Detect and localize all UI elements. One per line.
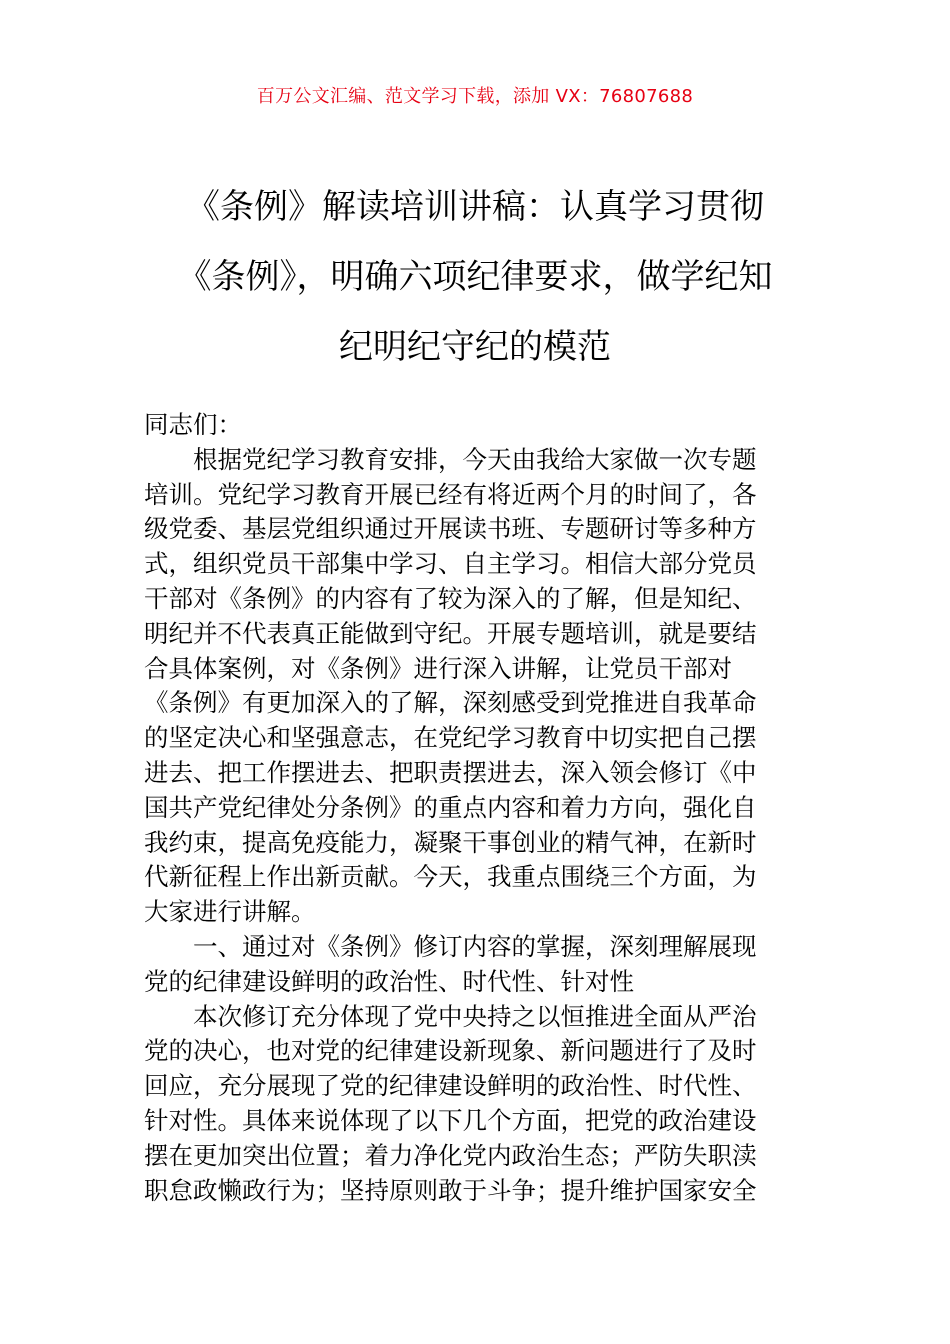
- text-line: 式，组织党员干部集中学习、自主学习。相信大部分党员: [144, 549, 757, 579]
- text-line: 干部对《条例》的内容有了较为深入的了解，但是知纪、: [144, 583, 757, 613]
- text-line: 我约束，提高免疫能力，凝聚干事创业的精气神，在新时: [144, 827, 757, 857]
- text-line: 针对性。具体来说体现了以下几个方面，把党的政治建设: [144, 1105, 757, 1135]
- paragraph-section-1: [144, 1000, 808, 1209]
- text-line: 国共产党纪律处分条例》的重点内容和着力方向，强化自: [144, 792, 757, 822]
- text-line: 党的纪律建设鲜明的政治性、时代性、针对性: [144, 966, 634, 996]
- text-line: 根据党纪学习教育安排，今天由我给大家做一次专题: [193, 444, 757, 474]
- title-line: 纪明纪守纪的模范: [339, 327, 611, 367]
- text-line: 合具体案例，对《条例》进行深入讲解，让党员干部对: [144, 653, 732, 683]
- text-line: 党的决心，也对党的纪律建设新现象、新问题进行了及时: [144, 1036, 757, 1066]
- salutation: 同志们：: [144, 410, 242, 439]
- text-line: 摆在更加突出位置；着力净化党内政治生态；严防失职渎: [144, 1140, 757, 1170]
- text-line: 明纪并不代表真正能做到守纪。开展专题培训，就是要结: [144, 618, 757, 648]
- text-line: 大家进行讲解。: [144, 897, 316, 927]
- paragraph-intro: [144, 443, 808, 930]
- title-line: 《条例》，明确六项纪律要求，做学纪知: [177, 257, 773, 297]
- document-body: [144, 408, 808, 1208]
- text-line: 回应，充分展现了党的纪律建设鲜明的政治性、时代性、: [144, 1071, 757, 1101]
- text-line: 代新征程上作出新贡献。今天，我重点围绕三个方面，为: [144, 862, 757, 892]
- text-line: 职怠政懒政行为；坚持原则敢于斗争；提升维护国家安全: [144, 1175, 757, 1205]
- text-line: 培训。党纪学习教育开展已经有将近两个月的时间了，各: [144, 479, 757, 509]
- section-heading-1: [144, 930, 808, 1000]
- text-line: 进去、把工作摆进去、把职责摆进去，深入领会修订《中: [144, 757, 757, 787]
- text-line: 《条例》有更加深入的了解，深刻感受到党推进自我革命: [144, 688, 757, 718]
- page-header-notice: 百万公文汇编、范文学习下载，添加 VX：76807688: [256, 86, 694, 107]
- text-line: 本次修订充分体现了党中央持之以恒推进全面从严治: [193, 1001, 757, 1031]
- text-line: 的坚定决心和坚强意志，在党纪学习教育中切实把自己摆: [144, 723, 757, 753]
- document-title: [140, 172, 810, 382]
- title-line: 《条例》解读培训讲稿：认真学习贯彻: [186, 187, 764, 227]
- text-line: 一、通过对《条例》修订内容的掌握，深刻理解展现: [193, 931, 757, 961]
- text-line: 级党委、基层党组织通过开展读书班、专题研讨等多种方: [144, 514, 757, 544]
